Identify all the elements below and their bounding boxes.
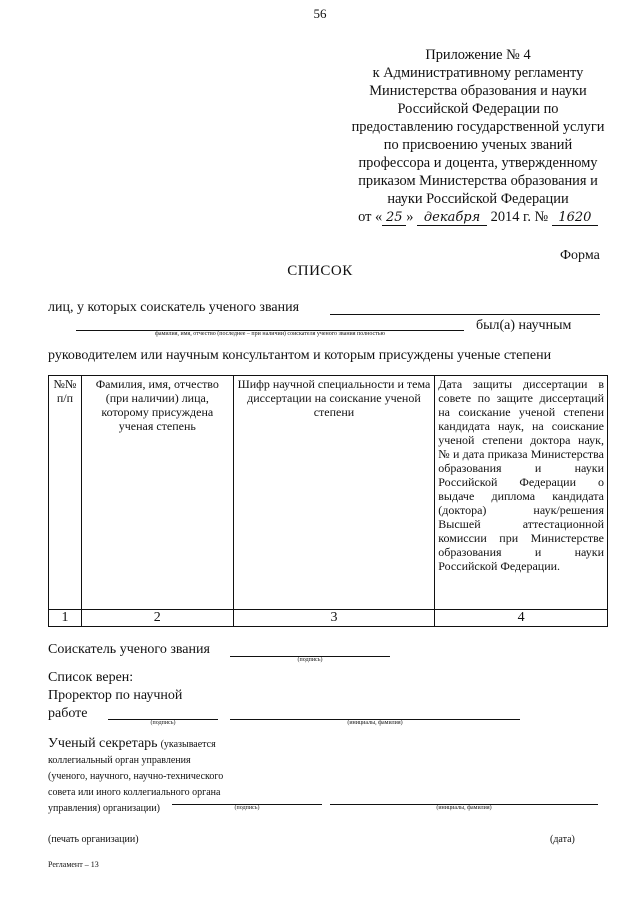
header-cell-number: №№ п/п bbox=[49, 376, 82, 610]
prorector-label-line-1: Проректор по научной bbox=[48, 688, 183, 703]
footer-regulation: Регламент – 13 bbox=[48, 860, 99, 869]
intro-line-1: лиц, у которых соискатель ученого звания bbox=[48, 300, 300, 315]
seal-label: (печать организации) bbox=[48, 834, 139, 845]
column-number: 2 bbox=[81, 610, 233, 627]
appendix-line: науки Российской Федерации bbox=[387, 191, 569, 207]
secretary-note-line: (ученого, научного, научно-технического bbox=[48, 771, 224, 782]
order-number: 1620 bbox=[552, 211, 598, 226]
applicant-name-field[interactable] bbox=[330, 314, 600, 315]
form-label: Форма bbox=[560, 248, 600, 263]
date-month: декабря bbox=[417, 211, 487, 226]
header-cell-defense-date: Дата защиты диссертации в совете по защите диссертаций на соискание ученой степени кандидата наук, на соискание ученой степени доктора наук, № и дата приказа Министерства образования и науки Российской Федерации о выдаче диплома кандидата (доктора) наук/решения Высшей аттестационной комиссии при Министерстве образования и науки Российской Федерации. bbox=[435, 376, 608, 610]
secretary-note-line: коллегиальный орган управления bbox=[48, 755, 191, 766]
appendix-line: по присвоению ученых званий bbox=[383, 137, 573, 153]
column-number: 3 bbox=[233, 610, 435, 627]
persons-table bbox=[48, 375, 608, 627]
intro-line-2: был(а) научным bbox=[476, 318, 572, 333]
appendix-line: Российской Федерации по bbox=[397, 101, 559, 117]
intro-line-3: руководителем или научным консультантом и которым присуждены ученые степени bbox=[48, 348, 552, 363]
table-header-row bbox=[49, 376, 608, 610]
secretary-note-line: совета или иного коллегиального органа bbox=[48, 787, 221, 798]
header-cell-specialty: Шифр научной специальности и тема диссертации на соискание ученой степени bbox=[233, 376, 435, 610]
secretary-note-line: (указывается bbox=[160, 739, 216, 750]
column-number: 1 bbox=[49, 610, 82, 627]
initials-caption: (инициалы, фамилия) bbox=[347, 720, 403, 726]
document-title: СПИСОК bbox=[287, 263, 353, 279]
applicant-label: Соискатель ученого звания bbox=[48, 642, 210, 657]
field-caption: фамилия, имя, отчество (последнее – при наличии) соискателя ученого звания полностью bbox=[155, 331, 385, 337]
prorector-label-line-2: работе bbox=[48, 706, 88, 721]
date-year: 2014 г. № bbox=[490, 209, 549, 225]
date-day: 25 bbox=[382, 211, 406, 226]
verified-label: Список верен: bbox=[48, 670, 134, 685]
initials-caption: (инициалы, фамилия) bbox=[436, 805, 492, 811]
secretary-note-line: управления) организации) bbox=[48, 803, 160, 814]
date-mid: » bbox=[406, 209, 414, 225]
appendix-line: предоставлению государственной услуги bbox=[351, 119, 605, 135]
appendix-line: приказом Министерства образования и bbox=[358, 173, 598, 189]
header-cell-name: Фамилия, имя, отчество (при наличии) лица, которому присуждена ученая степень bbox=[81, 376, 233, 610]
appendix-date-line bbox=[318, 208, 638, 226]
date-prefix: от « bbox=[358, 209, 383, 225]
appendix-line: Приложение № 4 bbox=[425, 47, 531, 63]
appendix-line: к Административному регламенту bbox=[372, 65, 584, 81]
signature-caption: (подпись) bbox=[234, 805, 260, 811]
table-number-row bbox=[49, 610, 608, 627]
date-label: (дата) bbox=[550, 834, 575, 845]
appendix-line: Министерства образования и науки bbox=[369, 83, 587, 99]
signature-caption: (подпись) bbox=[150, 720, 176, 726]
secretary-label: Ученый секретарь bbox=[48, 736, 158, 751]
signature-caption: (подпись) bbox=[297, 657, 323, 663]
column-number: 4 bbox=[435, 610, 608, 627]
appendix-header bbox=[318, 46, 638, 226]
appendix-line: профессора и доцента, утвержденному bbox=[358, 155, 598, 171]
page-number: 56 bbox=[313, 6, 327, 21]
